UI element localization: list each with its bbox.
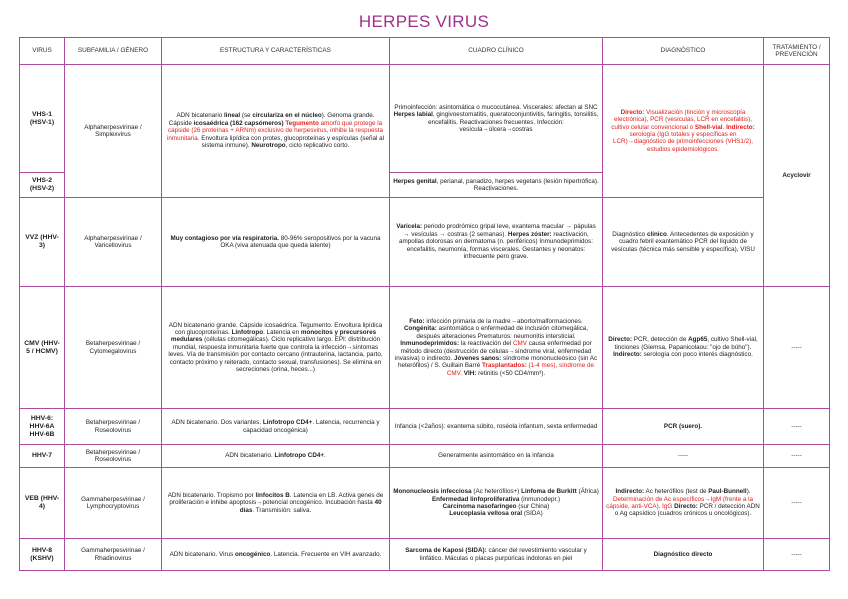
clinical-cell: Herpes genital, perianal, panadizo, herpes vegetans (lesión hipertrófica). Reactivaciones. [390,173,603,198]
header-subfamily: SUBFAMILIA / GÉNERO [65,38,162,65]
structure-cell: ADN bicatenario grande. Cápside icosaédrica. Tegumento. Envoltura lipídica con glucoproteínas. Linfotropo. Latencia en monocitos y precursores medulares (células citomegálicas). Ciclo replicativo largo. EPI: distribución mundial, respuesta inmunitaria fuerte que controla la infección→síntomas leves. Vía de transmisión por contacto cercano (intrauterina, lactancia, parto, contacto próximo y reiterado, contacto sexual, transfusiones). Se elimina en secreciones (orina, heces...) [162,287,390,409]
virus-name: VHS-1 (HSV-1) [20,65,65,173]
diagnosis-cell: Directo: PCR, detección de Agp65, cultivo Shell-vial, tinciones (Giemsa, Papanicolaou: "ojo de búho"). Indirecto: serología con poco interés diagnóstico. [603,287,764,409]
structure-cell: ADN bicatenario. Virus oncogénico. Latencia. Frecuente en VIH avanzado. [162,539,390,571]
clinical-cell: Primoinfección: asintomática o mucocutánea. Viscerales: afectan al SNC Herpes labial, gingivoestomatitis, queratoconjuntivitis, faringitis, tonsilitis, encefalitis. Reactivaciones frecuentes. Infección: vesícula→úlcera→costras [390,65,603,173]
treatment-cell: ----- [764,287,830,409]
table-row [20,445,830,468]
table-row [20,539,830,571]
treatment-cell: ----- [764,445,830,468]
virus-name: HHV-8 (KSHV) [20,539,65,571]
clinical-cell: Generalmente asintomático en la infancia [390,445,603,468]
treatment-cell: Acyclovir [764,65,830,287]
diagnosis-cell: Diagnóstico directo [603,539,764,571]
diagnosis-cell: ----- [603,445,764,468]
subfamily-cell: Betaherpesvirinae / Roseolovirus [65,445,162,468]
subfamily-cell: Alphaherpesvirinae / Varicellovirus [65,198,162,287]
virus-name: HHV-7 [20,445,65,468]
structure-cell: ADN bicatenario. Linfotropo CD4+. [162,445,390,468]
page-title: HERPES VIRUS [358,12,490,31]
structure-cell: ADN bicatenario. Tropismo por linfocitos B. Latencia en LB. Activa genes de proliferación e inhibe apoptosis→potencial oncogénico. Incubación hasta 40 días. Transmisión: saliva. [162,468,390,539]
diagnosis-cell: Diagnóstico clínico. Antecedentes de exposición y cuadro febril exantemático PCR del líquido de vesículas (técnica más sensible y específica), VISU [603,198,764,287]
virus-name: VHS-2 (HSV-2) [20,173,65,198]
diagnosis-cell: Directo: Visualización (tinción y microscopía electrónica), PCR (vesículas, LCR en encefalitis), cultivo celular convencional o Shell-vial. Indirecto: serología (IgG totales y específicas en LCR)→diagnóstico de primoinfecciones (VHS1/2), estudios epidemiológicos. [603,65,764,198]
structure-cell: ADN bicatenario lineal (se circulariza en el núcleo). Genoma grande. Cápside icosaédrica (162 capsómeros) Tegumento amorfo que protege la cápside (26 proteínas + ARNm) exclusivo de herpesvirus, inhibe la respuesta inmunitaria. Envoltura lipídica con protes, glucoproteínas y espículas (señal al sistema inmune). Neurotropo, ciclo replicativo corto. [162,65,390,198]
table-row [20,409,830,445]
table-row [20,287,830,409]
virus-name: CMV (HHV-5 / HCMV) [20,287,65,409]
structure-cell: ADN bicatenario. Dos variantes. Linfotropo CD4+. Latencia, recurrencia y capacidad oncogénica) [162,409,390,445]
treatment-cell: ----- [764,468,830,539]
clinical-cell: Sarcoma de Kaposi (SIDA): cáncer del revestimiento vascular y linfático. Máculas o placas purpúricas indoloras en piel [390,539,603,571]
structure-cell: Muy contagioso por vía respiratoria. 80-96% seropositivos por la vacuna OKA (viva atenuada que queda latente) [162,198,390,287]
virus-name: VEB (HHV-4) [20,468,65,539]
subfamily-cell: Betaherpesvirinae / Cytomegalovirus [65,287,162,409]
header-row [20,38,830,65]
header-virus: VIRUS [20,38,65,65]
subfamily-cell: Gammaherpesvirinae / Rhadinovirus [65,539,162,571]
header-diagnosis: DIAGNÓSTICO [603,38,764,65]
treatment-cell: ----- [764,539,830,571]
table-row [20,468,830,539]
header-structure: ESTRUCTURA Y CARACTERÍSTICAS [162,38,390,65]
treatment-cell: ----- [764,409,830,445]
virus-name: VVZ (HHV-3) [20,198,65,287]
virus-name: HHV-6: HHV-6A HHV-6B [20,409,65,445]
subfamily-cell: Gammaherpesvirinae / Lymphocryptovirus [65,468,162,539]
header-treatment: TRATAMIENTO / PREVENCIÓN [764,38,830,65]
clinical-cell: Feto: infección primaria de la madre→aborto/malformaciones. Congénita: asintomática o enfermedad de inclusión citomegálica, después alteraciones Prematuros: neumonitis intersticial. Inmunodeprimidos: la reactivación del CMV causa enfermedad por método directo (destrucción de células→síndrome viral, enfermedad invasiva) o indirecto. Jóvenes sanos: síndrome mononucleósico (sin Ac heterófilos) / S. Guillain Barré Trasplantados: (1-4 mes), síndrome de CMV. VIH: retinitis (<50 CD4/mm³). [390,287,603,409]
diagnosis-cell: Indirecto: Ac heterófilos (test de Paul-Bunnell). Determinación de Ac específicos→IgM (frente a la cápside, anti-VCA), IgG Directo: PCR / detección ADN o Ag capsídico (cuadros crónicos u oncológicos). [603,468,764,539]
header-clinical: CUADRO CLÍNICO [390,38,603,65]
clinical-cell: Mononucleosis infecciosa (Ac heterófilos+) Linfoma de Burkitt (África) Enfermedad linfoproliferativa (inmunodepr.) Carcinoma nasofaríngeo (sur China) Leucoplasia vellosa oral (SIDA) [390,468,603,539]
table-row [20,198,830,287]
clinical-cell: Varicela: periodo prodrómico gripal leve, exantema macular → pápulas → vesículas → costras (2 semanas). Herpes zóster: reactivación, ampollas dolorosas en dermatoma (n. periféricos) Inmunodeprimidos: encefalitis, neumonía, formas viscerales. Gestantes y neonatos: infrecuente pero grave. [390,198,603,287]
diagnosis-cell: PCR (suero). [603,409,764,445]
subfamily-cell: Alphaherpesvirinae / Simplexvirus [65,65,162,198]
herpes-virus-table [19,37,830,571]
clinical-cell: Infancia (<2años): exantema súbito, roséola infantum, sexta enfermedad [390,409,603,445]
subfamily-cell: Betaherpesvirinae / Roseolovirus [65,409,162,445]
table-row [20,65,830,173]
